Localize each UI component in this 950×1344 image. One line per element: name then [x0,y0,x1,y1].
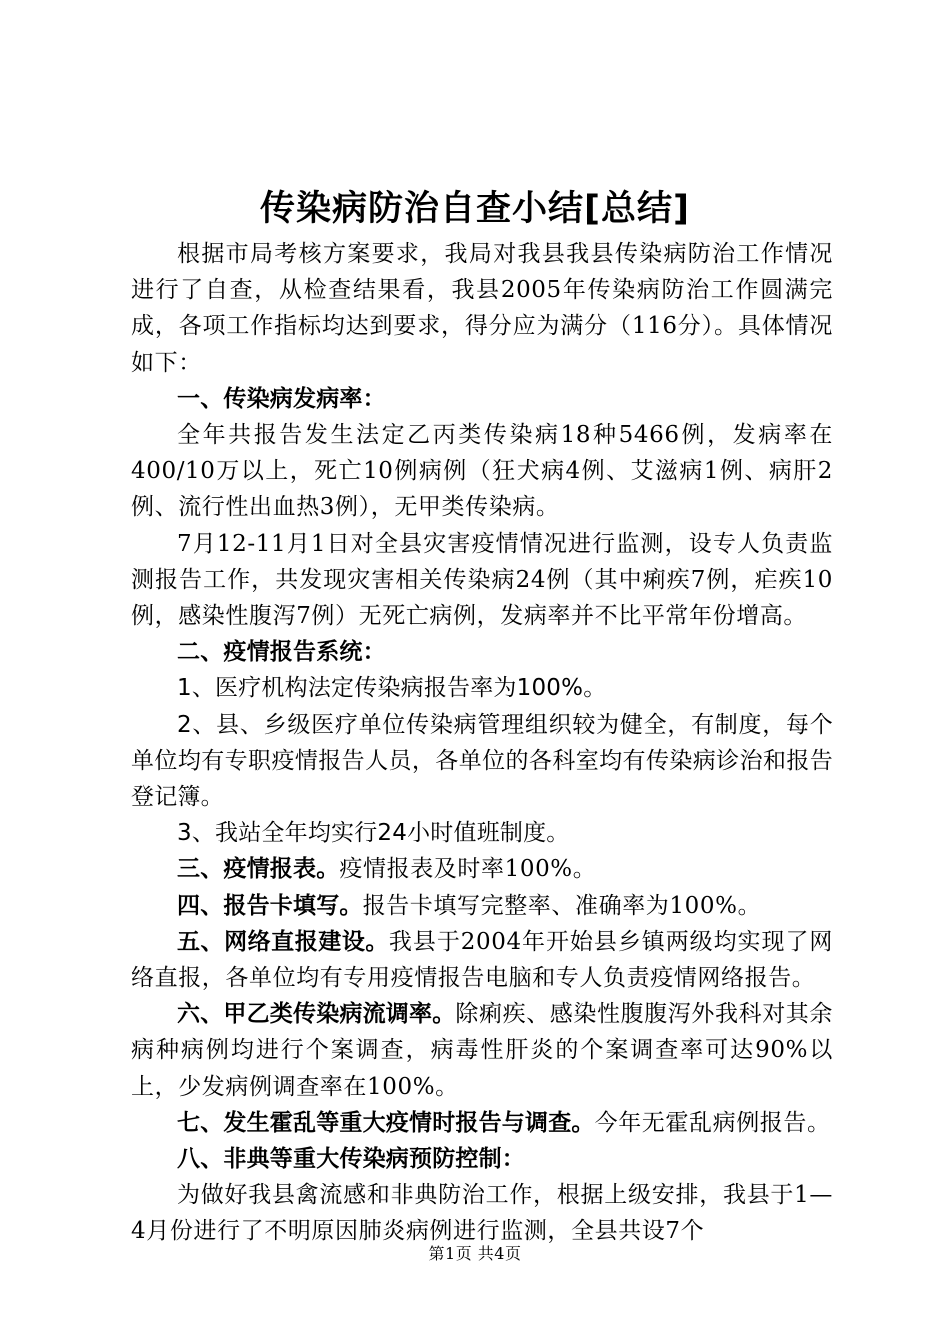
paragraph-text: 7月12-11月1日对全县灾害疫情情况进行监测，设专人负责监测报告工作，共发现灾害相关传染病24例（其中痢疾7例，疟疾10例，感染性腹泻7例）无死亡病例，发病率并不比平常年份增高。 [131,530,833,630]
paragraph-text: 今年无霍乱病例报告。 [594,1109,831,1136]
paragraph-text: 除痢疾、感染性腹腹泻外我科对其余病种病例均进行个案调查，病毒性肝炎的个案调查率可达90%以上，少发病例调查率在100%。 [131,1001,834,1100]
section-heading: 三、疫情报表。 [177,856,340,883]
paragraph-text: 根据市局考核方案要求，我局对我县我县传染病防治工作情况进行了自查，从检查结果看，我县2005年传染病防治工作圆满完成，各项工作指标均达到要求，得分应为满分（116分）。具体情况如下： [131,241,833,376]
document-body [131,236,833,1250]
paragraph-intro [131,236,833,381]
section-heading: 七、发生霍乱等重大疫情时报告与调查。 [177,1109,595,1136]
document-title: 传染病防治自查小结[总结] [260,189,690,229]
page-number-footer: 第1页 共4页 [428,1244,522,1263]
section-6 [131,996,833,1105]
section-8-heading [131,1141,833,1177]
section-heading: 二、疫情报告系统： [177,639,386,666]
section-4 [131,888,833,924]
list-item-text: 3、我站全年均实行24小时值班制度。 [177,820,570,847]
section-7 [131,1105,833,1141]
section-1-paragraph-2 [131,526,833,635]
section-heading: 一、传染病发病率： [177,385,386,412]
paragraph-text: 我县于2004年开始县乡镇两级均实现了网络直报，各单位均有专用疫情报告电脑和专人负责疫情网络报告。 [131,928,833,992]
section-heading: 四、报告卡填写。 [177,892,363,919]
section-2-item-1 [131,670,833,706]
section-1-paragraph-1 [131,417,833,526]
section-5 [131,924,833,996]
paragraph-text: 全年共报告发生法定乙丙类传染病18种5466例，发病率在400/10万以上，死亡10例病例（狂犬病4例、艾滋病1例、病肝2例、流行性出血热3例），无甲类传染病。 [131,422,833,521]
section-2-item-2 [131,707,833,816]
section-heading: 六、甲乙类传染病流调率。 [177,1001,456,1028]
list-item-text: 2、县、乡级医疗单位传染病管理组织较为健全，有制度，每个单位均有专职疫情报告人员，各单位的各科室均有传染病诊治和报告登记簿。 [131,711,833,811]
paragraph-text: 为做好我县禽流感和非典防治工作，根据上级安排，我县于1—4月份进行了不明原因肺炎病例进行监测，全县共设7个 [131,1182,833,1245]
section-heading: 八、非典等重大传染病预防控制： [177,1146,525,1173]
list-item-text: 1、医疗机构法定传染病报告率为100%。 [177,675,607,702]
section-1-heading [131,381,833,417]
paragraph-text: 疫情报表及时率100%。 [339,856,597,883]
section-3 [131,851,833,887]
section-8-paragraph-1 [131,1177,833,1249]
section-heading: 五、网络直报建设。 [177,928,389,955]
section-2-item-3 [131,815,833,851]
paragraph-text: 报告卡填写完整率、准确率为100%。 [362,892,762,919]
section-2-heading [131,634,833,670]
